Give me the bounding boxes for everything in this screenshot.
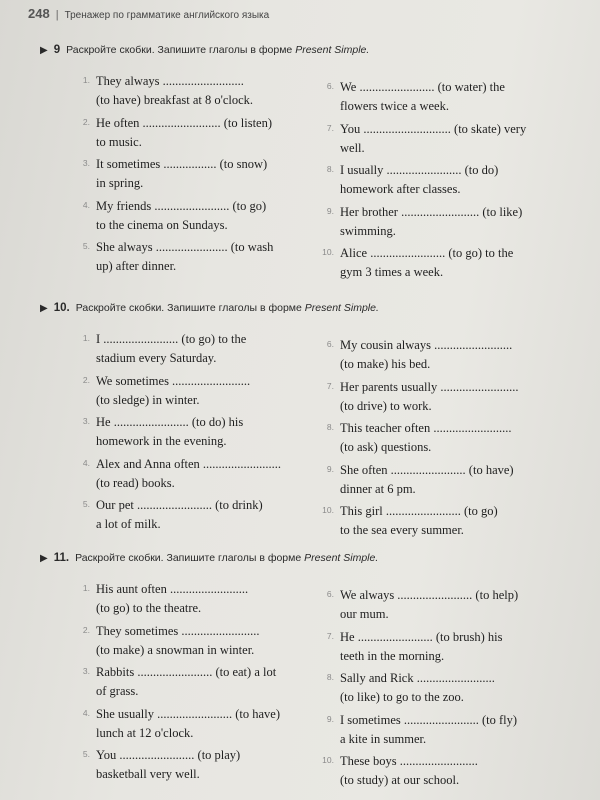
item-line-1: She always ....................... (to wash [96, 240, 274, 254]
play-triangle-icon: ▶ [40, 45, 48, 56]
item-line-1: My cousin always ......................... [340, 338, 513, 352]
item-line-1: Alice ........................ (to go) to the [340, 246, 514, 260]
item-line-2: up) after dinner. [96, 259, 177, 273]
item-sentence [340, 161, 530, 199]
item-number: 2. [82, 624, 90, 635]
item-number: 3. [82, 158, 90, 168]
item-line-1: I ........................ (to go) to the [96, 332, 247, 346]
item-line-1: My friends ........................ (to go) [96, 198, 267, 213]
item-line-2: to the cinema on Sundays. [96, 217, 228, 232]
item-sentence [96, 622, 296, 660]
book-title: Тренажер по грамматике английского языка [64, 10, 270, 21]
item-sentence [340, 419, 530, 457]
item-sentence [96, 330, 296, 368]
item-number: 9. [326, 205, 334, 216]
exercise-heading [40, 44, 369, 56]
item-sentence [96, 114, 296, 152]
page-number: 248 [28, 6, 50, 21]
item-line-1: Her parents usually ......................... [340, 379, 519, 394]
item-number: 1. [82, 75, 90, 85]
running-head [28, 6, 269, 26]
item-number: 5. [82, 499, 90, 509]
item-line-1: Our pet ........................ (to drink) [96, 498, 263, 512]
exercise-instruction [76, 302, 379, 314]
item-line-1: I usually ........................ (to do) [340, 163, 499, 177]
item-sentence [340, 378, 530, 416]
item-sentence [96, 746, 296, 784]
item-sentence [96, 705, 296, 743]
item-number: 10. [322, 247, 334, 257]
item-line-1: She usually ........................ (to have) [96, 706, 281, 721]
item-line-2: (to ask) questions. [340, 440, 432, 454]
item-line-1: We always ........................ (to help) [340, 588, 519, 602]
item-line-2: (to make) his bed. [340, 357, 431, 371]
item-number: 4. [82, 199, 90, 210]
item-line-1: This girl ........................ (to go) [340, 504, 498, 518]
item-line-2: in spring. [96, 176, 144, 190]
exercise-heading [40, 552, 378, 564]
item-number: 2. [82, 374, 90, 385]
item-sentence [340, 120, 530, 158]
item-line-1: Alex and Anna often ......................... [96, 456, 282, 471]
play-triangle-icon: ▶ [40, 303, 48, 314]
item-line-2: (to drive) to work. [340, 398, 432, 413]
item-line-2: to the sea every summer. [340, 523, 464, 537]
item-number: 5. [82, 749, 90, 759]
item-sentence [96, 580, 296, 618]
exercise-number: 10. [53, 302, 70, 314]
item-line-1: We sometimes ......................... [96, 373, 251, 388]
item-line-1: He ........................ (to brush) his [340, 629, 503, 644]
item-number: 10. [322, 505, 334, 515]
instruction-italic-text: Present Simple. [304, 302, 379, 314]
exercise-instruction [75, 552, 378, 564]
item-line-1: They always .......................... [96, 74, 244, 88]
item-sentence [96, 455, 296, 493]
item-line-2: homework in the evening. [96, 434, 227, 448]
item-line-2: our mum. [340, 607, 389, 621]
item-line-1: His aunt often ......................... [96, 582, 249, 596]
exercise-number: 9 [53, 44, 61, 56]
item-line-2: (to make) a snowman in winter. [96, 642, 255, 657]
item-number: 5. [82, 241, 90, 251]
item-line-1: You ............................ (to skate) very [340, 121, 527, 136]
item-number: 6. [326, 339, 334, 349]
item-number: 9. [326, 713, 334, 724]
item-line-2: (to have) breakfast at 8 o'clock. [96, 93, 254, 107]
instruction-italic-text: Present Simple. [304, 552, 379, 564]
item-sentence [96, 155, 296, 193]
item-line-1: You ........................ (to play) [96, 748, 241, 762]
item-line-1: Sally and Rick ......................... [340, 671, 495, 685]
item-line-1: It sometimes ................. (to snow) [96, 157, 268, 171]
item-number: 3. [82, 416, 90, 426]
item-sentence [340, 336, 530, 374]
item-number: 4. [82, 457, 90, 468]
item-sentence [340, 586, 530, 624]
item-number: 4. [82, 707, 90, 718]
item-sentence [96, 197, 296, 235]
item-line-1: Her brother ......................... (to like) [340, 204, 523, 219]
instruction-italic-text: Present Simple. [295, 44, 370, 56]
item-line-2: a lot of milk. [96, 517, 161, 531]
item-line-2: lunch at 12 o'clock. [96, 725, 194, 740]
item-line-2: (to read) books. [96, 475, 175, 490]
item-line-2: basketball very well. [96, 767, 200, 781]
item-number: 7. [326, 630, 334, 641]
item-line-2: (to like) to go to the zoo. [340, 690, 464, 704]
item-sentence [96, 238, 296, 276]
item-line-1: He ........................ (to do) his [96, 415, 244, 429]
item-sentence [340, 502, 530, 540]
item-line-1: These boys ......................... [340, 754, 478, 768]
item-line-2: homework after classes. [340, 182, 461, 196]
item-sentence [340, 628, 530, 666]
item-sentence [96, 72, 296, 110]
exercise-instruction [66, 44, 369, 56]
item-number: 7. [326, 122, 334, 133]
item-sentence [96, 413, 296, 451]
item-line-1: She often ........................ (to have) [340, 462, 514, 477]
item-number: 3. [82, 666, 90, 676]
item-line-1: We ........................ (to water) the [340, 80, 505, 94]
item-line-2: flowers twice a week. [340, 99, 449, 113]
item-line-2: (to sledge) in winter. [96, 392, 200, 407]
item-sentence [340, 461, 530, 499]
item-number: 10. [322, 755, 334, 765]
item-number: 7. [326, 380, 334, 391]
item-line-2: to music. [96, 134, 142, 149]
item-line-1: He often ......................... (to listen) [96, 115, 273, 130]
item-sentence [340, 752, 530, 790]
item-number: 8. [326, 164, 334, 174]
instruction-text: Раскройте скобки. Запишите глаголы в форме [66, 44, 293, 56]
item-sentence [340, 78, 530, 116]
item-number: 2. [82, 116, 90, 127]
item-line-2: gym 3 times a week. [340, 265, 444, 279]
exercise-heading [40, 302, 379, 314]
item-line-2: (to study) at our school. [340, 773, 460, 787]
item-number: 1. [82, 583, 90, 593]
header-separator: | [55, 9, 59, 21]
item-line-2: dinner at 6 pm. [340, 481, 416, 496]
item-line-2: well. [340, 140, 365, 155]
item-sentence [340, 244, 530, 282]
item-line-2: stadium every Saturday. [96, 351, 217, 365]
item-sentence [96, 496, 296, 534]
exercise-number: 11. [53, 552, 70, 564]
item-line-2: (to go) to the theatre. [96, 601, 202, 615]
item-line-2: swimming. [340, 223, 396, 238]
item-line-1: This teacher often ......................... [340, 421, 512, 435]
item-number: 8. [326, 422, 334, 432]
item-number: 8. [326, 672, 334, 682]
item-line-2: of grass. [96, 684, 139, 698]
item-line-1: They sometimes ......................... [96, 623, 260, 638]
item-number: 6. [326, 81, 334, 91]
item-sentence [96, 663, 296, 701]
item-sentence [340, 669, 530, 707]
item-line-1: I sometimes ........................ (to fly) [340, 712, 518, 727]
item-number: 9. [326, 463, 334, 474]
item-sentence [96, 372, 296, 410]
instruction-text: Раскройте скобки. Запишите глаголы в форме [75, 552, 302, 564]
item-number: 6. [326, 589, 334, 599]
item-number: 1. [82, 333, 90, 343]
item-line-1: Rabbits ........................ (to eat) a lot [96, 665, 277, 679]
item-line-2: teeth in the morning. [340, 648, 445, 663]
item-sentence [340, 203, 530, 241]
item-sentence [340, 711, 530, 749]
play-triangle-icon: ▶ [40, 553, 48, 564]
item-line-2: a kite in summer. [340, 731, 427, 746]
instruction-text: Раскройте скобки. Запишите глаголы в форме [75, 302, 302, 314]
